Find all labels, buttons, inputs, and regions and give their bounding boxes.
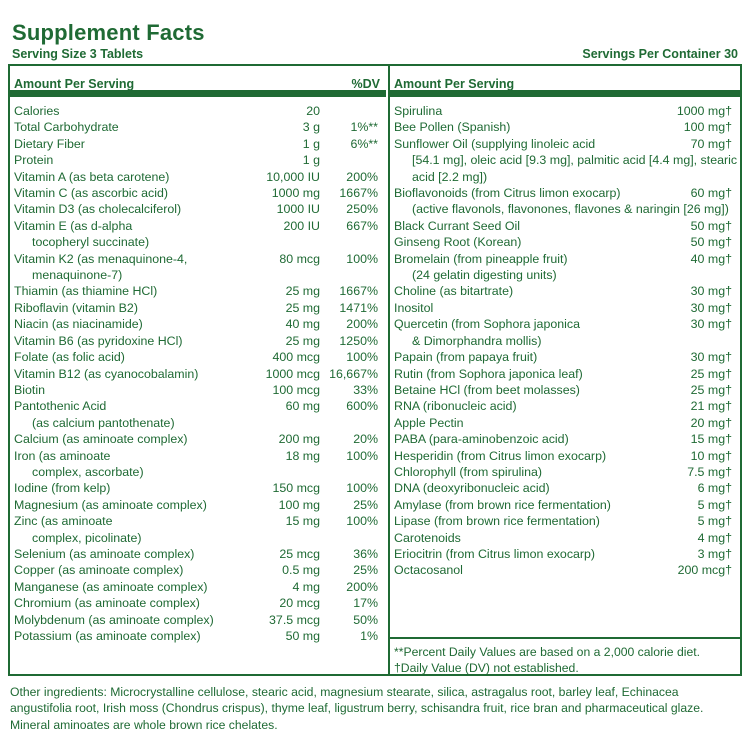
nutrient-row xyxy=(10,201,386,217)
nutrient-amount: 37.5 mcg xyxy=(269,612,320,627)
nutrient-row xyxy=(10,136,386,152)
nutrient-name: Manganese (as aminoate complex) xyxy=(14,579,208,594)
nutrient-row xyxy=(10,628,386,644)
nutrient-amount: 25 mg† xyxy=(690,366,732,381)
nutrient-amount: 30 mg† xyxy=(690,317,732,332)
nutrient-name: Vitamin C (as ascorbic acid) xyxy=(14,186,169,201)
nutrient-row xyxy=(390,316,740,349)
nutrient-dv: 200% xyxy=(346,169,378,184)
servings-per-container: Servings Per Container 30 xyxy=(582,47,738,61)
nutrient-amount: 40 mg xyxy=(285,317,320,332)
nutrient-amount: 200 mg xyxy=(278,432,320,447)
nutrient-row xyxy=(390,300,740,316)
nutrient-name: Inositol xyxy=(394,300,434,315)
nutrient-name-continued: & Dimorphandra mollis) xyxy=(412,333,542,348)
nutrient-row xyxy=(390,283,740,299)
nutrient-amount: 15 mg xyxy=(285,514,320,529)
nutrient-row xyxy=(10,152,386,168)
nutrient-name-continued: [54.1 mg], oleic acid [9.3 mg], palmitic acid [4.4 mg], stearic acid [2.2 mg]) xyxy=(412,153,738,184)
left-column xyxy=(10,66,386,674)
nutrient-dv: 25% xyxy=(353,563,378,578)
nutrient-name: Octacosanol xyxy=(394,563,463,578)
nutrient-name: Vitamin B12 (as cyanocobalamin) xyxy=(14,366,199,381)
nutrient-amount: 1000 IU xyxy=(276,202,320,217)
nutrient-name: RNA (ribonucleic acid) xyxy=(394,399,517,414)
nutrient-name: Ginseng Root (Korean) xyxy=(394,235,522,250)
serving-size: Serving Size 3 Tablets xyxy=(12,47,144,61)
nutrient-dv: 1471% xyxy=(339,300,378,315)
nutrient-name: Amylase (from brown rice fermentation) xyxy=(394,497,611,512)
nutrient-row xyxy=(10,595,386,611)
nutrient-row xyxy=(390,185,740,218)
nutrient-name: Quercetin (from Sophora japonica xyxy=(394,317,580,332)
nutrient-amount: 50 mg xyxy=(285,629,320,643)
nutrient-name: Thiamin (as thiamine HCl) xyxy=(14,284,158,299)
nutrient-amount: 1 g xyxy=(302,136,320,151)
right-rows xyxy=(390,97,740,579)
nutrient-amount: 20 mg† xyxy=(690,415,732,430)
footnote-dv-not-established: †Daily Value (DV) not established. xyxy=(394,661,579,675)
nutrient-dv: 1667% xyxy=(339,284,378,299)
right-header-amount: Amount Per Serving xyxy=(394,77,515,91)
nutrient-name: Betaine HCl (from beet molasses) xyxy=(394,382,580,397)
nutrient-dv: 200% xyxy=(346,317,378,332)
nutrient-dv: 100% xyxy=(346,481,378,496)
nutrient-name: Niacin (as niacinamide) xyxy=(14,317,143,332)
nutrient-name-continued: menaquinone-7) xyxy=(32,268,123,283)
nutrient-name: PABA (para-aminobenzoic acid) xyxy=(394,432,569,447)
nutrient-row xyxy=(10,218,386,251)
nutrient-dv: 1250% xyxy=(339,333,378,348)
nutrient-row xyxy=(390,103,740,119)
left-header-amount: Amount Per Serving xyxy=(14,77,135,91)
nutrient-dv: 200% xyxy=(346,579,378,594)
nutrient-row xyxy=(390,513,740,529)
nutrient-amount: 18 mg xyxy=(285,448,320,463)
nutrient-row xyxy=(390,415,740,431)
nutrient-dv: 667% xyxy=(346,218,378,233)
nutrient-name: Vitamin A (as beta carotene) xyxy=(14,169,170,184)
nutrient-row xyxy=(390,349,740,365)
nutrient-amount: 3 mg† xyxy=(697,546,732,561)
nutrient-name: Black Currant Seed Oil xyxy=(394,218,521,233)
nutrient-name-continued: (as calcium pantothenate) xyxy=(32,415,175,430)
nutrient-amount: 0.5 mg xyxy=(282,563,320,578)
nutrient-row xyxy=(390,530,740,546)
nutrient-name: Carotenoids xyxy=(394,530,461,545)
nutrient-name: Eriocitrin (from Citrus limon exocarp) xyxy=(394,546,596,561)
nutrient-name: Protein xyxy=(14,153,54,168)
left-header xyxy=(10,66,386,97)
nutrient-name: Bee Pollen (Spanish) xyxy=(394,120,511,135)
nutrient-dv: 250% xyxy=(346,202,378,217)
nutrient-name: Calories xyxy=(14,104,60,118)
nutrient-amount: 50 mg† xyxy=(690,235,732,250)
nutrient-amount: 50 mg† xyxy=(690,218,732,233)
nutrient-row xyxy=(10,579,386,595)
nutrient-row xyxy=(10,366,386,382)
nutrient-name: Spirulina xyxy=(394,104,443,118)
nutrient-name: Dietary Fiber xyxy=(14,136,85,151)
nutrient-amount: 30 mg† xyxy=(690,284,732,299)
nutrient-amount: 100 mg xyxy=(278,497,320,512)
nutrient-amount: 100 mg† xyxy=(683,120,732,135)
nutrient-name: Hesperidin (from Citrus limon exocarp) xyxy=(394,448,607,463)
nutrient-name: Copper (as aminoate complex) xyxy=(14,563,184,578)
nutrient-name: Lipase (from brown rice fermentation) xyxy=(394,514,600,529)
nutrient-name-continued: complex, ascorbate) xyxy=(32,464,144,479)
nutrient-row xyxy=(390,398,740,414)
nutrient-dv: 100% xyxy=(346,514,378,529)
nutrient-name: Vitamin K2 (as menaquinone-4, xyxy=(14,251,188,266)
nutrient-row xyxy=(10,119,386,135)
nutrient-name-continued: tocopheryl succinate) xyxy=(32,235,150,250)
nutrient-name: Selenium (as aminoate complex) xyxy=(14,546,195,561)
nutrient-dv: 16,667% xyxy=(329,366,378,381)
nutrient-row xyxy=(10,103,386,119)
nutrient-row xyxy=(10,513,386,546)
nutrient-row xyxy=(10,251,386,284)
nutrient-dv: 20% xyxy=(353,432,378,447)
nutrient-name: Biotin xyxy=(14,382,45,397)
nutrient-name: Molybdenum (as aminoate complex) xyxy=(14,612,214,627)
nutrient-name: Vitamin B6 (as pyridoxine HCl) xyxy=(14,333,183,348)
nutrient-name: Calcium (as aminoate complex) xyxy=(14,432,188,447)
nutrient-dv: 17% xyxy=(353,596,378,611)
footnote-dv-basis: **Percent Daily Values are based on a 2,000 calorie diet. xyxy=(394,645,701,659)
nutrient-row xyxy=(10,333,386,349)
nutrient-amount: 80 mcg xyxy=(279,251,320,266)
nutrient-amount: 25 mcg xyxy=(279,546,320,561)
nutrient-amount: 10 mg† xyxy=(690,448,732,463)
nutrient-amount: 30 mg† xyxy=(690,300,732,315)
nutrient-amount: 4 mg† xyxy=(697,530,732,545)
right-column xyxy=(388,66,740,674)
nutrient-dv: 1%** xyxy=(350,120,378,135)
nutrient-row xyxy=(390,562,740,578)
nutrient-amount: 25 mg† xyxy=(690,382,732,397)
nutrient-row xyxy=(390,497,740,513)
nutrient-amount: 25 mg xyxy=(285,284,320,299)
nutrient-amount: 70 mg† xyxy=(690,136,732,151)
nutrient-row xyxy=(390,366,740,382)
nutrient-name: Bromelain (from pineapple fruit) xyxy=(394,251,568,266)
nutrient-name: Apple Pectin xyxy=(394,415,464,430)
nutrient-dv: 1667% xyxy=(339,186,378,201)
nutrient-row xyxy=(10,546,386,562)
nutrient-row xyxy=(10,497,386,513)
nutrient-name: Chromium (as aminoate complex) xyxy=(14,596,200,611)
nutrient-amount: 400 mcg xyxy=(272,350,320,365)
nutrient-name-continued: (24 gelatin digesting units) xyxy=(412,268,557,283)
nutrient-amount: 1000 mcg xyxy=(265,366,320,381)
nutrient-amount: 1000 mg xyxy=(271,186,320,201)
left-header-dv: %DV xyxy=(351,77,380,91)
nutrient-name: Riboflavin (vitamin B2) xyxy=(14,300,138,315)
nutrient-row xyxy=(10,283,386,299)
nutrient-dv: 50% xyxy=(353,612,378,627)
nutrient-name: Chlorophyll (from spirulina) xyxy=(394,464,543,479)
nutrient-name: DNA (deoxyribonucleic acid) xyxy=(394,481,550,496)
nutrient-row xyxy=(390,234,740,250)
nutrient-row xyxy=(390,382,740,398)
nutrient-dv: 600% xyxy=(346,399,378,414)
nutrient-row xyxy=(10,382,386,398)
nutrient-amount: 5 mg† xyxy=(697,497,732,512)
nutrient-name: Rutin (from Sophora japonica leaf) xyxy=(394,366,583,381)
nutrient-row xyxy=(10,448,386,481)
nutrient-amount: 200 IU xyxy=(283,218,320,233)
nutrient-name: Folate (as folic acid) xyxy=(14,350,125,365)
nutrient-amount: 25 mg xyxy=(285,300,320,315)
nutrient-row xyxy=(390,119,740,135)
nutrient-amount: 5 mg† xyxy=(697,514,732,529)
nutrient-name: Vitamin D3 (as cholecalciferol) xyxy=(14,202,182,217)
nutrient-name: Pantothenic Acid xyxy=(14,399,107,414)
nutrient-row xyxy=(10,480,386,496)
nutrient-row xyxy=(10,562,386,578)
nutrient-name: Potassium (as aminoate complex) xyxy=(14,629,201,643)
nutrient-amount: 21 mg† xyxy=(690,399,732,414)
nutrient-row xyxy=(10,316,386,332)
nutrient-row xyxy=(390,448,740,464)
nutrient-row xyxy=(390,480,740,496)
nutrient-amount: 60 mg† xyxy=(690,186,732,201)
nutrient-row xyxy=(10,300,386,316)
nutrient-dv: 100% xyxy=(346,350,378,365)
nutrient-name-continued: complex, picolinate) xyxy=(32,530,142,545)
nutrient-amount: 1 g xyxy=(302,153,320,168)
nutrient-name: Magnesium (as aminoate complex) xyxy=(14,497,207,512)
nutrient-row xyxy=(390,546,740,562)
nutrient-name: Iron (as aminoate xyxy=(14,448,111,463)
nutrient-name: Zinc (as aminoate xyxy=(14,514,113,529)
left-rows xyxy=(10,97,386,644)
nutrient-amount: 30 mg† xyxy=(690,350,732,365)
nutrient-amount: 20 xyxy=(306,104,320,118)
nutrient-row xyxy=(10,398,386,431)
nutrient-row xyxy=(10,349,386,365)
nutrient-name: Sunflower Oil (supplying linoleic acid xyxy=(394,136,596,151)
nutrient-amount: 150 mcg xyxy=(272,481,320,496)
nutrient-amount: 40 mg† xyxy=(690,251,732,266)
nutrient-row xyxy=(390,464,740,480)
nutrient-name-continued: (active flavonols, flavonones, flavones & naringin [26 mg]) xyxy=(412,202,729,217)
nutrient-row xyxy=(390,251,740,284)
nutrient-dv: 100% xyxy=(346,251,378,266)
nutrient-amount: 3 g xyxy=(302,120,320,135)
nutrient-amount: 15 mg† xyxy=(690,432,732,447)
nutrient-name: Total Carbohydrate xyxy=(14,120,119,135)
nutrient-name: Bioflavonoids (from Citrus limon exocarp) xyxy=(394,186,621,201)
nutrient-dv: 1% xyxy=(360,629,378,643)
nutrient-amount: 100 mcg xyxy=(272,382,320,397)
nutrient-dv: 25% xyxy=(353,497,378,512)
nutrient-row xyxy=(390,136,740,185)
nutrient-dv: 36% xyxy=(353,546,378,561)
nutrient-amount: 6 mg† xyxy=(697,481,732,496)
nutrient-amount: 7.5 mg† xyxy=(687,464,732,479)
nutrient-row xyxy=(390,431,740,447)
nutrient-row xyxy=(10,169,386,185)
nutrient-name: Papain (from papaya fruit) xyxy=(394,350,538,365)
nutrient-amount: 10,000 IU xyxy=(266,169,320,184)
nutrient-amount: 4 mg xyxy=(292,579,320,594)
nutrient-amount: 1000 mg† xyxy=(676,104,732,118)
nutrient-amount: 20 mcg xyxy=(279,596,320,611)
nutrient-name: Vitamin E (as d-alpha xyxy=(14,218,133,233)
nutrient-dv: 33% xyxy=(353,382,378,397)
nutrient-dv: 6%** xyxy=(350,136,378,151)
other-ingredients: Other ingredients: Microcrystalline cellulose, stearic acid, magnesium stearate, silica, astragalus root, barley leaf, Echinacea angustifolia root, Irish moss (Chondrus crispus), thyme leaf, ligustrum berry, schisandra fruit, rice bran and pharmaceutical glaze. Mineral aminoates are whole brown rice chelates. xyxy=(10,685,704,732)
nutrient-amount: 25 mg xyxy=(285,333,320,348)
nutrient-amount: 60 mg xyxy=(285,399,320,414)
footnotes xyxy=(394,644,744,676)
nutrient-row xyxy=(10,431,386,447)
facts-panel xyxy=(8,64,742,676)
nutrient-name: Choline (as bitartrate) xyxy=(394,284,514,299)
footnote-divider xyxy=(390,637,740,639)
right-header xyxy=(390,66,740,97)
nutrient-dv: 100% xyxy=(346,448,378,463)
nutrient-row xyxy=(10,185,386,201)
nutrient-name: Iodine (from kelp) xyxy=(14,481,111,496)
nutrient-row xyxy=(390,218,740,234)
nutrient-amount: 200 mcg† xyxy=(677,563,732,578)
nutrient-row xyxy=(10,612,386,628)
label-title: Supplement Facts xyxy=(12,20,205,45)
